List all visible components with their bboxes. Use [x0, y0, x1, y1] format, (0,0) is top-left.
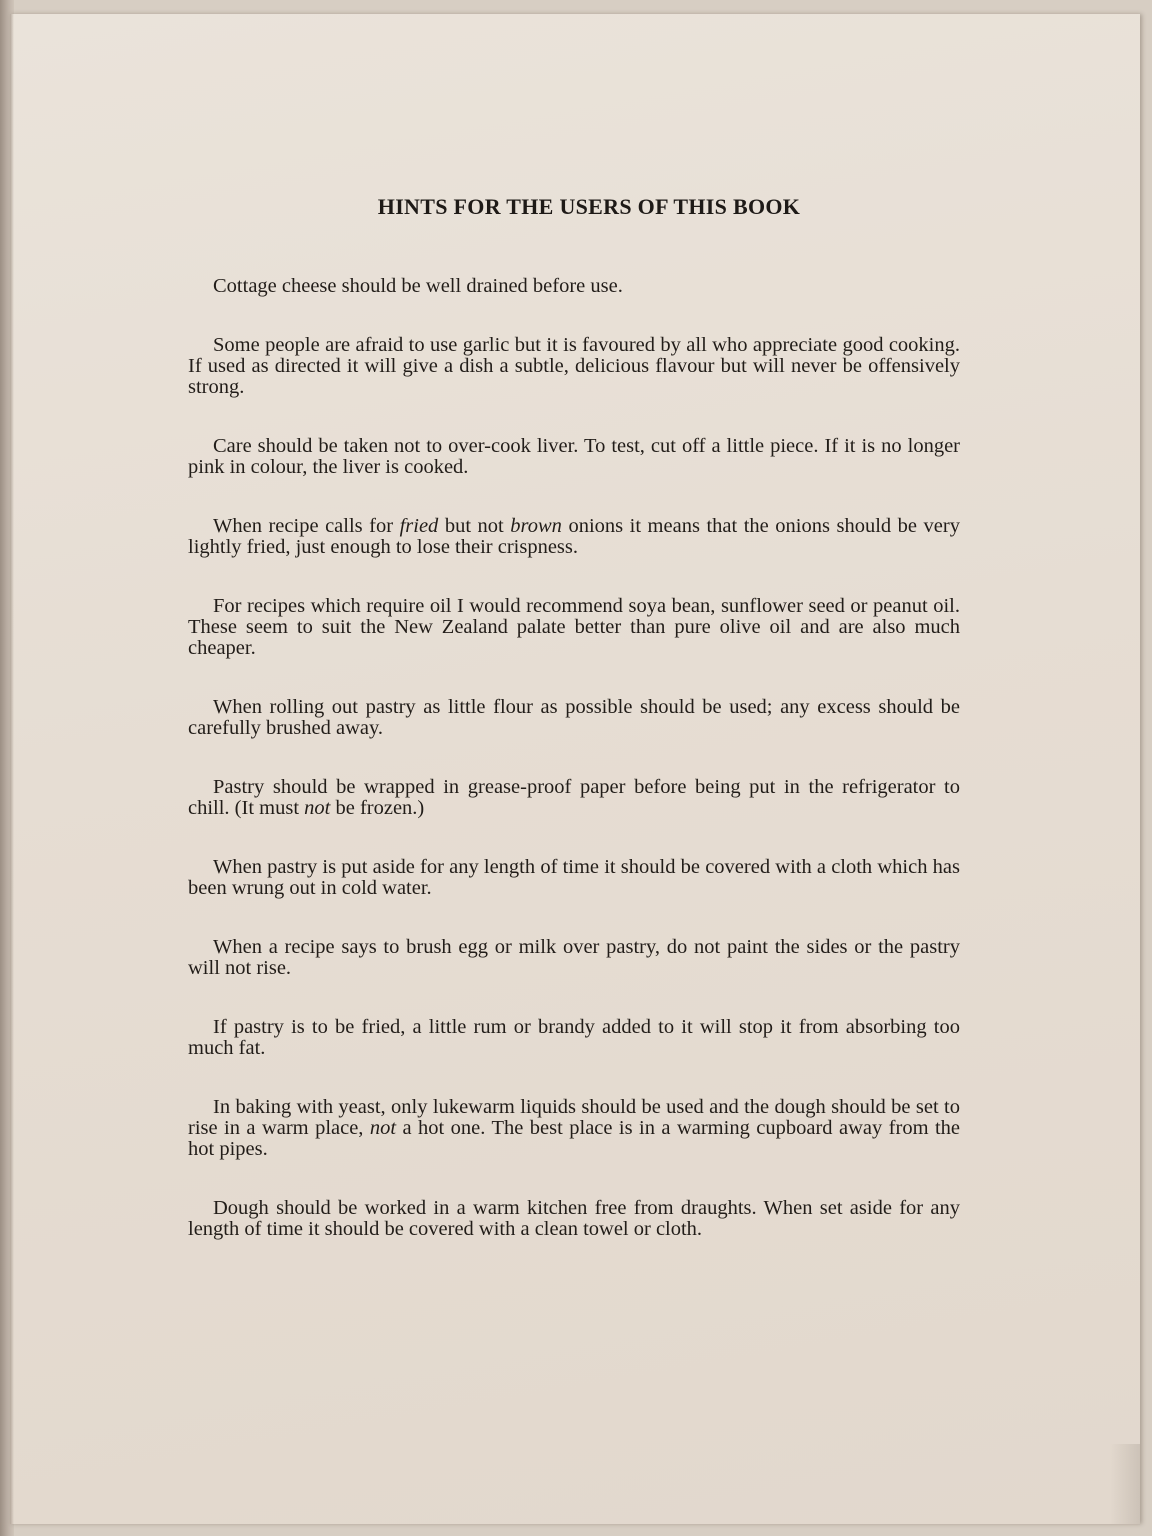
book-page [10, 14, 1140, 1524]
hint-brushing-pastry: When a recipe says to brush egg or milk over pastry, do not paint the sides or the pastry will not rise. [188, 936, 960, 979]
hint-covering-pastry: When pastry is put aside for any length of time it should be covered with a cloth which has been wrung out in cold water. [188, 856, 960, 899]
hint-onions-text-3: onions it means that the onions should be very lightly fried, just enough to lose their crispness. [188, 515, 960, 558]
hint-yeast [188, 1097, 960, 1160]
hint-frying-pastry: If pastry is to be fried, a little rum or brandy added to it will stop it from absorbing too much fat. [188, 1016, 960, 1059]
hint-oil: For recipes which require oil I would recommend soya bean, sunflower seed or peanut oil. These seem to suit the New Zealand palate better than pure olive oil and are also much cheaper. [188, 595, 960, 659]
hint-yeast-text-2: a hot one. The best place is in a warming cupboard away from the hot pipes. [188, 1117, 960, 1160]
hint-dough: Dough should be worked in a warm kitchen free from draughts. When set aside for any length of time it should be covered with a clean towel or cloth. [188, 1197, 960, 1240]
hint-cottage-cheese: Cottage cheese should be well drained before use. [213, 275, 623, 297]
hint-liver: Care should be taken not to over-cook liver. To test, cut off a little piece. If it is no longer pink in colour, the liver is cooked. [188, 435, 960, 478]
hint-wrapping-pastry [188, 777, 960, 819]
hint-onions-emphasis-brown: brown [510, 515, 562, 537]
hint-onions-text-2: but not [438, 515, 511, 537]
hint-rolling-pastry: When rolling out pastry as little flour as possible should be used; any excess should be carefully brushed away. [188, 696, 960, 739]
hint-onions [188, 516, 960, 558]
hint-wrapping-text-2: be frozen.) [330, 797, 425, 819]
hint-garlic: Some people are afraid to use garlic but it is favoured by all who appreciate good cooking. If used as directed it will give a dish a subtle, delicious flavour but will never be offensively strong. [188, 334, 960, 398]
hint-yeast-text-1: In baking with yeast, only lukewarm liquids should be used and the dough should be set to rise in a warm place, [188, 1096, 960, 1139]
hint-wrapping-emphasis-not: not [304, 797, 331, 819]
hint-onions-text-1: When recipe calls for [213, 515, 400, 537]
hints-list [188, 276, 960, 1278]
hint-wrapping-text-1: Pastry should be wrapped in grease-proof paper before being put in the refrigerator to chill. (It must [188, 776, 960, 819]
spine-crease [10, 14, 14, 1524]
hint-yeast-emphasis-not: not [369, 1117, 397, 1139]
hint-onions-emphasis-fried: fried [399, 515, 439, 537]
page-corner-shadow [1110, 1444, 1140, 1524]
page-title: HINTS FOR THE USERS OF THIS BOOK [377, 194, 801, 219]
